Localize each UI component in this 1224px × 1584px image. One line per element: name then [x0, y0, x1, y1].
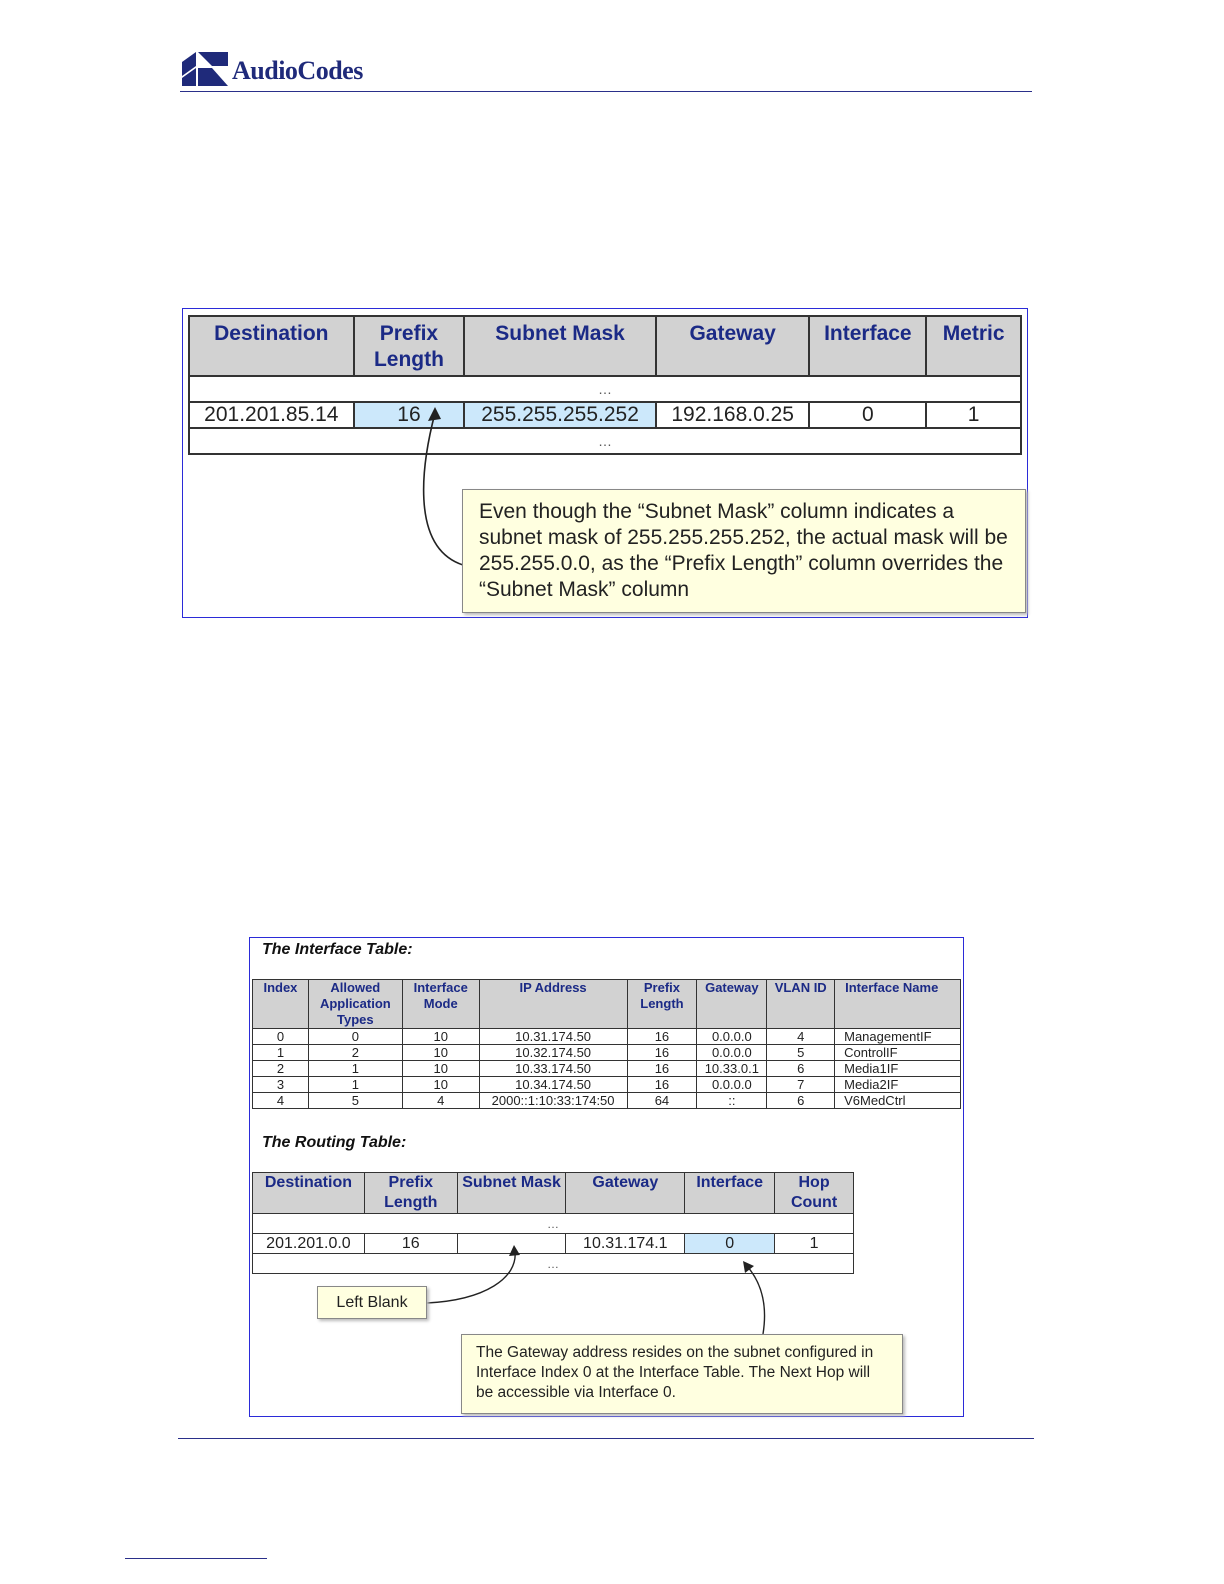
table-cell: 0.0.0.0 — [697, 1045, 767, 1061]
table-cell: 6 — [767, 1093, 835, 1109]
table-cell: 10.31.174.1 — [566, 1234, 685, 1254]
column-header: Index — [253, 980, 309, 1029]
table-cell: 6 — [767, 1061, 835, 1077]
table-cell: 10.33.0.1 — [697, 1061, 767, 1077]
highlighted-cell: 255.255.255.252 — [464, 402, 656, 428]
table-cell: 3 — [253, 1077, 309, 1093]
ellipsis-row: … — [253, 1254, 854, 1274]
table-cell: 4 — [253, 1093, 309, 1109]
table-cell: 10 — [402, 1045, 479, 1061]
column-header: Gateway — [697, 980, 767, 1029]
column-header: Interface Mode — [402, 980, 479, 1029]
brand-name: AudioCodes — [232, 56, 363, 85]
column-header: Prefix Length — [354, 316, 465, 376]
column-header: Destination — [189, 316, 354, 376]
routing-table-title: The Routing Table: — [262, 1134, 407, 1151]
column-header: Metric — [926, 316, 1021, 376]
table-cell: ControlIF — [835, 1045, 961, 1061]
column-header: Prefix Length — [627, 980, 697, 1029]
table-cell: 5 — [767, 1045, 835, 1061]
table-cell: 16 — [364, 1234, 457, 1254]
table-cell: 10.34.174.50 — [479, 1077, 627, 1093]
table-cell: 0 — [308, 1029, 402, 1045]
table-cell: 64 — [627, 1093, 697, 1109]
table-cell: Media2IF — [835, 1077, 961, 1093]
interface-table-title: The Interface Table: — [262, 941, 413, 958]
table-cell: V6MedCtrl — [835, 1093, 961, 1109]
table-cell: 10 — [402, 1077, 479, 1093]
table-cell: 0.0.0.0 — [697, 1029, 767, 1045]
table-cell: 2000::1:10:33:174:50 — [479, 1093, 627, 1109]
footnote-divider — [125, 1558, 267, 1559]
highlighted-cell: 16 — [354, 402, 465, 428]
callout-note: Even though the “Subnet Mask” column indicates a subnet mask of 255.255.255.252, the actual mask will be 255.255.0.0, as the “Prefix Length” column overrides the “Subnet Mask” column — [462, 489, 1026, 613]
table-cell: 0 — [809, 402, 926, 428]
gateway-callout: The Gateway address resides on the subnet configured in Interface Index 0 at the Interface Table. The Next Hop will be accessible via Interface 0. — [461, 1334, 903, 1414]
ellipsis-row: … — [253, 1214, 854, 1234]
ellipsis-row: … — [189, 376, 1021, 402]
column-header: Gateway — [656, 316, 810, 376]
table-cell: 1 — [308, 1077, 402, 1093]
table-cell: 16 — [627, 1061, 697, 1077]
table-cell: 16 — [627, 1077, 697, 1093]
interface-routing-figure — [249, 937, 964, 1417]
highlighted-cell: 0 — [685, 1234, 775, 1254]
table-cell: 7 — [767, 1077, 835, 1093]
table-cell: Media1IF — [835, 1061, 961, 1077]
table-cell: 201.201.85.14 — [189, 402, 354, 428]
table-cell: 4 — [767, 1029, 835, 1045]
column-header: Gateway — [566, 1173, 685, 1214]
table-cell: 16 — [627, 1045, 697, 1061]
table-cell: 10.31.174.50 — [479, 1029, 627, 1045]
header-divider — [180, 91, 1032, 92]
table-cell: 0.0.0.0 — [697, 1077, 767, 1093]
column-header: Subnet Mask — [464, 316, 656, 376]
table-cell: 1 — [775, 1234, 854, 1254]
column-header: Interface Name — [835, 980, 961, 1029]
table-cell: 201.201.0.0 — [253, 1234, 365, 1254]
table-cell: 16 — [627, 1029, 697, 1045]
table-cell: 0 — [253, 1029, 309, 1045]
table-cell: 192.168.0.25 — [656, 402, 810, 428]
prefix-length-figure — [182, 308, 1028, 618]
table-cell: 10 — [402, 1029, 479, 1045]
audiocodes-logo — [182, 50, 412, 90]
table-cell: 10.32.174.50 — [479, 1045, 627, 1061]
table-cell: 4 — [402, 1093, 479, 1109]
column-header: Destination — [253, 1173, 365, 1214]
table-cell: :: — [697, 1093, 767, 1109]
left-blank-callout: Left Blank — [317, 1286, 427, 1319]
column-header: Interface — [685, 1173, 775, 1214]
table-cell: ManagementIF — [835, 1029, 961, 1045]
column-header: IP Address — [479, 980, 627, 1029]
column-header: Hop Count — [775, 1173, 854, 1214]
table-cell: 10.33.174.50 — [479, 1061, 627, 1077]
table-cell: 5 — [308, 1093, 402, 1109]
table-cell: 2 — [253, 1061, 309, 1077]
table-cell: 1 — [926, 402, 1021, 428]
column-header: Prefix Length — [364, 1173, 457, 1214]
table-cell: 2 — [308, 1045, 402, 1061]
footer-divider — [178, 1438, 1034, 1439]
table-cell: 1 — [308, 1061, 402, 1077]
table-cell: 10 — [402, 1061, 479, 1077]
column-header: Interface — [809, 316, 926, 376]
table-cell: 1 — [253, 1045, 309, 1061]
audiocodes-logo-icon — [182, 52, 228, 86]
column-header: VLAN ID — [767, 980, 835, 1029]
ellipsis-row: … — [189, 428, 1021, 454]
column-header: Subnet Mask — [457, 1173, 566, 1214]
column-header: Allowed Application Types — [308, 980, 402, 1029]
